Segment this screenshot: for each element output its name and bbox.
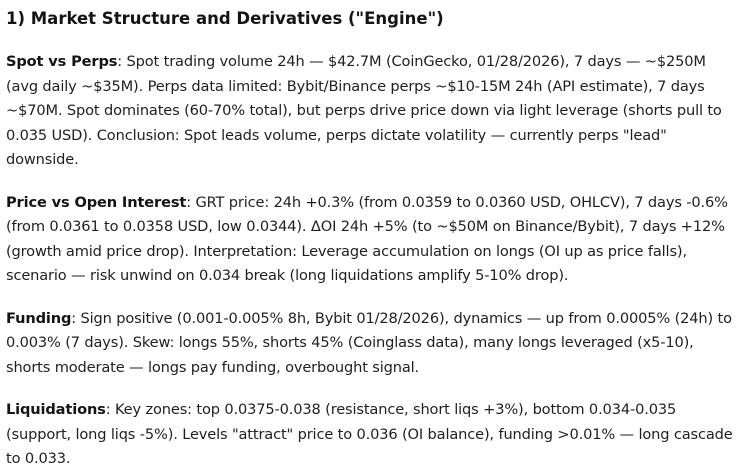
paragraph-text: : GRT price: 24h +0.3% (from 0.0359 to 0.0360 USD, OHLCV), 7 days -0.6% (from 0.0361 to 0.0358 USD, low 0.0344). ΔOI 24h +5% (to ~$50M on Binance/Bybit), 7 days +12% (growth amid price drop). Interpretation: Leverage accumulation on longs (OI up as price falls), scenario — risk unwind on 0.034 break (long liquidations amplify 5-10% drop). (6, 193, 728, 284)
paragraph-funding (6, 307, 734, 381)
paragraph-price-vs-open-interest (6, 191, 734, 289)
paragraph-term: Price vs Open Interest (6, 193, 187, 211)
paragraph-term: Liquidations (6, 401, 106, 418)
paragraph-term: Spot vs Perps (6, 53, 118, 70)
paragraph-text: : Sign positive (0.001-0.005% 8h, Bybit 01/28/2026), dynamics — up from 0.0005% (24h) to 0.003% (7 days). Skew: longs 55%, shorts 45% (Coinglass data), many longs leveraged (x5-10), shorts moderate — longs pay funding, overbought signal. (6, 309, 732, 376)
paragraph-text: : Key zones: top 0.0375-0.038 (resistance, short liqs +3%), bottom 0.034-0.035 (support, long liqs -5%). Levels "attract" price to 0.036 (OI balance), funding >0.01% — long cascade to 0.033. (6, 401, 733, 467)
section-heading: 1) Market Structure and Derivatives ("Engine") (6, 9, 444, 28)
paragraph-text: : Spot trading volume 24h — $42.7M (CoinGecko, 01/28/2026), 7 days — ~$250M (avg daily ~$35M). Perps data limited: Bybit/Binance perps ~$10-15M 24h (API estimate), 7 days ~$70M. Spot dominates (60-70% total), but perps drive price down via light leverage (shorts pull to 0.035 USD). Conclusion: Spot leads volume, perps dictate volatility — currently perps "lead" downside. (6, 53, 722, 168)
paragraph-liquidations (6, 398, 734, 472)
paragraph-term: Funding (6, 309, 72, 327)
paragraph-spot-vs-perps (6, 50, 734, 173)
